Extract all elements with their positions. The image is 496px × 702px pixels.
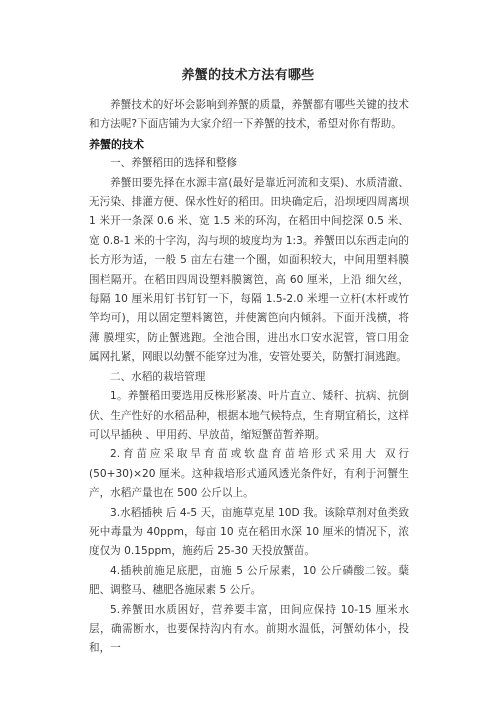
paragraph-item-4: 4.插秧前施足底肥，亩施 5 公斤尿素，10 公斤磷酸二铵。蘖肥、调整马、穗肥各施尿素 5 公斤。 bbox=[89, 564, 409, 597]
subheading-site-selection: 一、养蟹稻田的选择和整修 bbox=[110, 157, 238, 170]
intro-paragraph: 养蟹技术的好坏会影响到养蟹的质量，养蟹都有哪些关键的技术和方法呢?下面店铺为大家介绍一下养蟹的技术，希望对你有帮助。 bbox=[89, 99, 409, 131]
paragraph-site-selection: 养蟹田要先择在水源丰富(最好是靠近河流和支渠)、水质清澈、无污染、排灌方便、保水性好的稻田。田块确定后，沿坝埂四周离坝 1 米开一条深 0.6 米、宽 1.5 米的环沟，在稻田中间挖深 0.5 米、宽 0.8-1 米的十字沟，沟与坝的坡度均为 1:3。养蟹田以东西走向的长方形为适，一般 5 亩左右建一个圈，如面积较大，中间用塑料膜围栏隔开。在稻田四周设塑料膜篱笆，高 60 厘米，上沿 细欠丝，每隔 10 厘米用钉书钉钉一下，每隔 1.5-2.0 米埋一立杆(木杆或竹竿均可)，用以固定塑料篱笆，并使篱笆向内倾斜。下面开浅横，将薄 膜埋实，防止蟹逃跑。全池合围，进出水口安水泥管，管口用金属网扎紧，网眼以幼蟹不能穿过为准，安管处要关，防蟹打洞逃跑。 bbox=[89, 176, 409, 364]
subheading-rice-management: 二、水稻的栽培管理 bbox=[110, 370, 206, 383]
paragraph-item-2: 2.育苗应采取旱育苗或软盘育苗培形式采用大 双行(50+30)×20 厘米。这种栽培形式通风透光条件好，有利于河蟹生产，水稻产量也在 500 公斤以上。 bbox=[89, 448, 409, 500]
section-heading: 养蟹的技术 bbox=[89, 137, 144, 151]
paragraph-item-1: 1。养蟹稻田要选用反株形紧凑、叶片直立、矮秆、抗病、抗倒伏、生产性好的水稻品种，根据本地气候特点，生育期宜稍长，这样可以早插秧 、甲用药、早放苗，缩短蟹苗暂养期。 bbox=[89, 390, 409, 441]
article-body bbox=[89, 96, 409, 659]
paragraph-item-5: 5.养蟹田水质困好，营养要丰富，田间应保持 10-15 厘米水层，确需断水，也要保持沟内有水。前期水温低，河蟹幼体小，投和，一 bbox=[89, 603, 409, 655]
page-title: 养蟹的技术方法有哪些 bbox=[181, 68, 315, 83]
paragraph-item-3: 3.水稻插秧 后 4-5 天，亩施草克星 10D 我。该除草剂对鱼类致死中毒量为 40ppm，每亩 10 克在稻田水深 10 厘米的情况下，浓度仅为 0.15ppm，施药后 25-30 天投放蟹苗。 bbox=[89, 506, 409, 558]
